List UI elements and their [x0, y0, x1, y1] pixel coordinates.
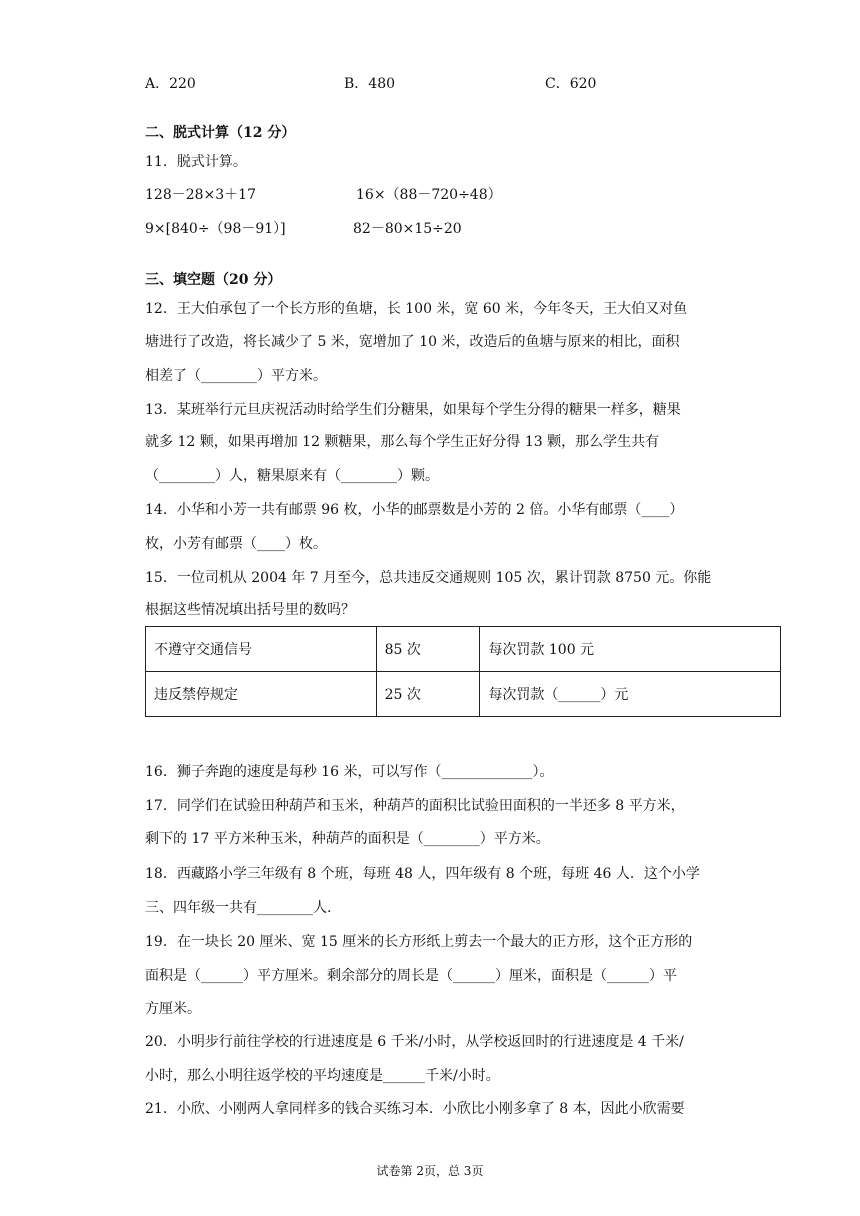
option-b: B．480 [344, 76, 396, 92]
question-18-line-1: 18．西藏路小学三年级有 8 个班，每班 48 人，四年级有 8 个班，每班 46 人．这个小学 [145, 866, 700, 882]
question-19-line-3: 方厘米。 [145, 1001, 201, 1017]
question-13-line-1: 13．某班举行元旦庆祝活动时给学生们分糖果，如果每个学生分得的糖果一样多，糖果 [145, 402, 681, 418]
table-row [146, 627, 781, 672]
question-12-line-2: 塘进行了改造，将长减少了 5 米，宽增加了 10 米，改造后的鱼塘与原来的相比，面积 [145, 334, 680, 350]
question-17-line-2: 剩下的 17 平方米种玉米，种葫芦的面积是（________）平方米。 [145, 831, 550, 847]
table-row [146, 672, 781, 717]
question-12-line-3: 相差了（________）平方米。 [145, 368, 327, 384]
question-20-line-1: 20．小明步行前往学校的行进速度是 6 千米/小时，从学校返回时的行进速度是 4 千米/ [145, 1034, 684, 1050]
question-20-line-2: 小时，那么小明往返学校的平均速度是______千米/小时。 [145, 1068, 500, 1084]
option-a: A．220 [145, 76, 196, 92]
table-cell: 85 次 [376, 627, 480, 672]
question-12-line-1: 12．王大伯承包了一个长方形的鱼塘，长 100 米，宽 60 米，今年冬天，王大伯又对鱼 [145, 301, 688, 317]
page-footer: 试卷第 2页，总 3页 [376, 1164, 484, 1178]
expression-4: 82－80×15÷20 [353, 221, 462, 237]
table-cell: 违反禁停规定 [146, 672, 377, 717]
question-19-line-1: 19．在一块长 20 厘米、宽 15 厘米的长方形纸上剪去一个最大的正方形，这个正方形的 [145, 934, 693, 950]
question-13-line-2: 就多 12 颗，如果再增加 12 颗糖果，那么每个学生正好分得 13 颗，那么学生共有 [145, 434, 660, 450]
question-15-line-1: 15．一位司机从 2004 年 7 月至今，总共违反交通规则 105 次，累计罚款 8750 元。你能 [145, 570, 712, 586]
traffic-fine-table [145, 626, 781, 717]
option-c: C．620 [545, 76, 597, 92]
table-cell: 每次罚款（______）元 [480, 672, 781, 717]
question-15-line-2: 根据这些情况填出括号里的数吗？ [145, 602, 355, 618]
question-19-line-2: 面积是（______）平方厘米。剩余部分的周长是（______）厘米，面积是（______）平 [145, 968, 677, 984]
expression-1: 128－28×3＋17 [145, 187, 256, 203]
question-17-line-1: 17．同学们在试验田种葫芦和玉米，种葫芦的面积比试验田面积的一半还多 8 平方米， [145, 798, 685, 814]
question-21-line-1: 21．小欣、小刚两人拿同样多的钱合买练习本．小欣比小刚多拿了 8 本，因此小欣需要 [145, 1101, 685, 1117]
table-cell: 不遵守交通信号 [146, 627, 377, 672]
question-14-line-1: 14．小华和小芳一共有邮票 96 枚，小华的邮票数是小芳的 2 倍。小华有邮票（____） [145, 502, 684, 518]
question-13-line-3: （________）人，糖果原来有（________）颗。 [145, 468, 439, 484]
section-3-heading: 三、填空题（20 分） [145, 272, 282, 288]
expression-2: 16×（88－720÷48） [356, 187, 502, 203]
question-11-prompt: 11．脱式计算。 [145, 154, 247, 170]
table-cell: 每次罚款 100 元 [480, 627, 781, 672]
section-2-heading: 二、脱式计算（12 分） [145, 125, 296, 141]
table-cell: 25 次 [376, 672, 480, 717]
question-14-line-2: 枚，小芳有邮票（____）枚。 [145, 536, 327, 552]
question-18-line-2: 三、四年级一共有________人. [145, 900, 332, 916]
expression-3: 9×[840÷（98－91）] [145, 221, 286, 237]
question-16: 16．狮子奔跑的速度是每秒 16 米，可以写作（_____________）。 [145, 764, 554, 780]
